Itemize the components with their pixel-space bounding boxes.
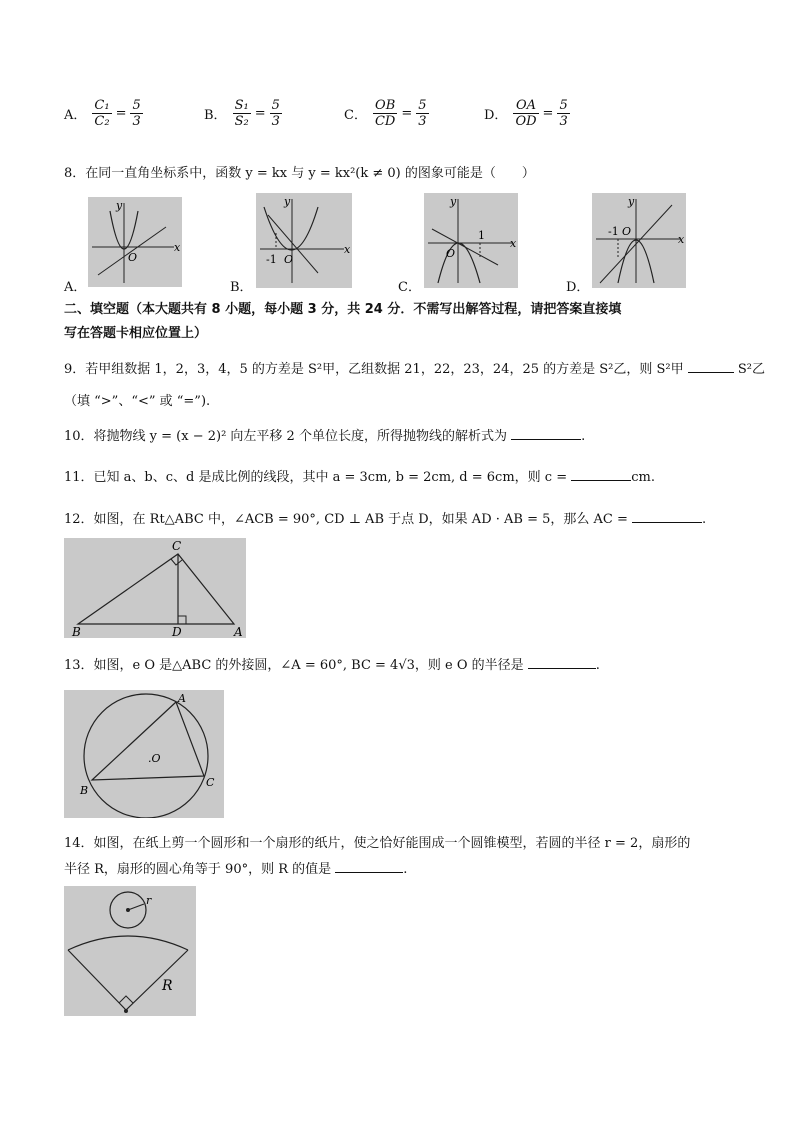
origin-label: O — [128, 251, 138, 264]
label-c: C — [206, 776, 215, 789]
fraction: $\frac{\text{C₁}}{\text{C₂}}$ — [94, 98, 110, 129]
label-o: .O — [148, 752, 161, 765]
q8-option-d[interactable]: D． — [566, 280, 590, 295]
q7-options — [64, 98, 764, 138]
q12-line: 12．如图，在 Rt△ABC 中，∠ACB = 90°, CD ⊥ AB 于点 D，如果 AD · AB = 5，那么 AC = . — [64, 512, 707, 527]
q7-option-a[interactable]: A． $\frac{\text{C₁}}{\text{C₂}}$ = $\frac{5}{3}$ — [64, 98, 141, 129]
fraction: $\frac{5}{3}$ — [559, 98, 568, 129]
label-r-small: r — [146, 894, 152, 907]
q13-answer-blank[interactable] — [528, 656, 596, 669]
label-a: A — [234, 625, 243, 638]
y-axis-label: y — [450, 195, 457, 208]
x-axis-label: x — [678, 233, 685, 246]
q10-line: 10．将抛物线 y = (x − 2)² 向左平移 2 个单位长度，所得抛物线的解析式为 . — [64, 429, 586, 444]
label-b: B — [72, 625, 81, 638]
fraction: $\frac{OA}{OD}$ — [515, 98, 537, 129]
fraction: $\frac{\text{S₁}}{\text{S₂}}$ — [234, 98, 249, 129]
q7-option-b[interactable]: B． $\frac{\text{S₁}}{\text{S₂}}$ = $\frac{5}{3}$ — [204, 98, 280, 129]
fraction: $\frac{OB}{CD}$ — [374, 98, 396, 129]
label-d: D — [172, 625, 182, 638]
neg-one-label: -1 — [608, 225, 619, 238]
section-2-heading-line2: 写在答题卡相应位置上） — [64, 326, 208, 341]
q14-line2: 半径 R，扇形的圆心角等于 90°，则 R 的值是 . — [64, 862, 408, 877]
q11-line: 11．已知 a、b、c、d 是成比例的线段，其中 a = 3cm, b = 2cm, d = 6cm，则 c = cm. — [64, 470, 655, 485]
q8-option-b[interactable]: B． — [230, 280, 253, 295]
origin-label: O — [446, 247, 456, 260]
q8-graph-c — [424, 193, 518, 288]
q12-answer-blank[interactable] — [632, 510, 702, 523]
label-c: C — [172, 539, 182, 553]
neg-one-label: -1 — [266, 253, 277, 266]
q9-line1: 9．若甲组数据 1，2，3，4，5 的方差是 S²甲，乙组数据 21，22，23，24，25 的方差是 S²乙，则 S²甲 S²乙 — [64, 362, 766, 377]
y-axis-label: y — [628, 195, 635, 208]
q8-graph-b — [256, 193, 352, 288]
q8-option-a[interactable]: A． — [64, 280, 87, 295]
q12-triangle-figure — [64, 538, 246, 638]
label-a: A — [178, 692, 186, 705]
q9-line2: （填 “>”、“<” 或 “=”). — [64, 394, 211, 409]
q7-option-d[interactable]: D． $\frac{OA}{OD}$ = $\frac{5}{3}$ — [484, 98, 568, 129]
q14-cone-net-figure — [64, 886, 196, 1016]
fraction: $\frac{5}{3}$ — [132, 98, 141, 129]
q10-answer-blank[interactable] — [511, 427, 581, 440]
x-axis-label: x — [174, 241, 181, 254]
label-b: B — [80, 784, 89, 797]
fraction: $\frac{5}{3}$ — [418, 98, 427, 129]
fraction: $\frac{5}{3}$ — [271, 98, 280, 129]
q11-answer-blank[interactable] — [571, 468, 631, 481]
q14-line1: 14．如图，在纸上剪一个圆形和一个扇形的纸片，使之恰好能围成一个圆锥模型，若圆的半径 r = 2，扇形的 — [64, 836, 691, 851]
q9-answer-blank[interactable] — [688, 360, 734, 373]
label-r-large: R — [162, 978, 173, 994]
q8-text: 8．在同一直角坐标系中，函数 y = kx 与 y = kx²(k ≠ 0) 的图象可能是（ ） — [64, 166, 535, 181]
origin-label: O — [284, 253, 294, 266]
q7-option-c[interactable]: C． $\frac{OB}{CD}$ = $\frac{5}{3}$ — [344, 98, 427, 129]
one-label: 1 — [478, 229, 485, 242]
section-2-heading-line1: 二、填空题（本大题共有 8 小题，每小题 3 分，共 24 分．不需写出解答过程，请把答案直接填 — [64, 302, 622, 317]
y-axis-label: y — [284, 195, 291, 208]
x-axis-label: x — [510, 237, 517, 250]
x-axis-label: x — [344, 243, 351, 256]
y-axis-label: y — [116, 199, 123, 212]
q13-line: 13．如图，e O 是△ABC 的外接圆，∠A = 60°, BC = 4√3，则 e O 的半径是 . — [64, 658, 600, 673]
q8-graph-a — [88, 197, 182, 287]
q13-circle-figure — [64, 690, 224, 818]
origin-label: O — [622, 225, 632, 238]
q14-answer-blank[interactable] — [335, 860, 403, 873]
q8-graph-d — [592, 193, 686, 288]
q8-option-c[interactable]: C． — [398, 280, 421, 295]
